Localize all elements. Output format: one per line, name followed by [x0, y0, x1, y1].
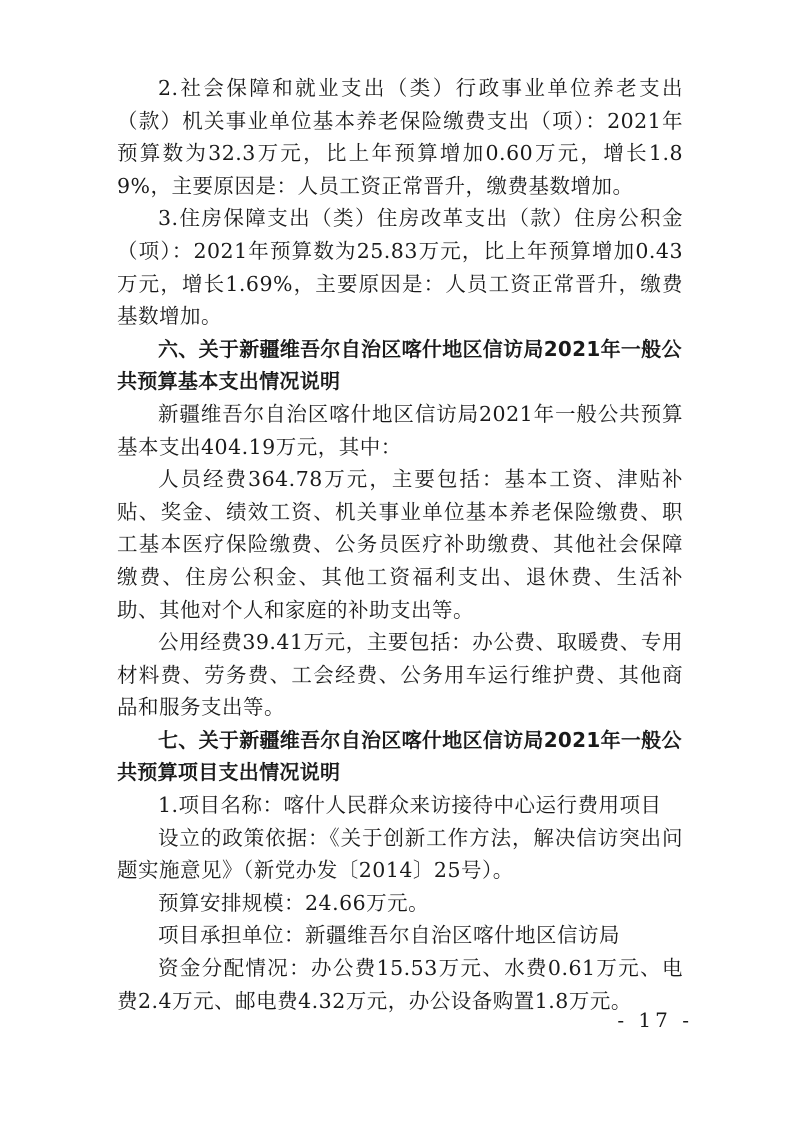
section-heading-seven: 七、关于新疆维吾尔自治区喀什地区信访局2021年一般公共预算项目支出情况说明: [117, 727, 682, 785]
paragraph-policy-basis: 设立的政策依据：《关于创新工作方法，解决信访突出问题实施意见》（新党办发〔2014〕25号）。: [117, 825, 683, 883]
paragraph-budget-scale: 预算安排规模：24.66万元。: [158, 890, 430, 915]
paragraph-project-unit: 项目承担单位：新疆维吾尔自治区喀什地区信访局: [158, 923, 620, 948]
paragraph-social-security: 2.社会保障和就业支出（类）行政事业单位养老支出（款）机关事业单位基本养老保险缴费支出（项）：2021年预算数为32.3万元，比上年预算增加0.60万元，增长1.89%，主要原因是：人员工资正常晋升，缴费基数增加。: [117, 76, 683, 198]
document-body: [117, 72, 683, 1017]
paragraph-basic-expenditure: 新疆维吾尔自治区喀什地区信访局2021年一般公共预算基本支出404.19万元，其中：: [117, 401, 683, 459]
page-number: - 17 -: [617, 1008, 693, 1032]
section-heading-six: 六、关于新疆维吾尔自治区喀什地区信访局2021年一般公共预算基本支出情况说明: [117, 336, 682, 394]
paragraph-housing-fund: 3.住房保障支出（类）住房改革支出（款）住房公积金（项）：2021年预算数为25.83万元，比上年预算增加0.43万元，增长1.69%，主要原因是：人员工资正常晋升，缴费基数增加。: [117, 206, 683, 329]
paragraph-project-name: 1.项目名称：喀什人民群众来访接待中心运行费用项目: [158, 793, 662, 818]
paragraph-public-costs: 公用经费39.41万元，主要包括：办公费、取暖费、专用材料费、劳务费、工会经费、公务用车运行维护费、其他商品和服务支出等。: [117, 630, 683, 720]
paragraph-personnel-costs: 人员经费364.78万元，主要包括：基本工资、津贴补贴、奖金、绩效工资、机关事业单位基本养老保险缴费、职工基本医疗保险缴费、公务员医疗补助缴费、其他社会保障缴费、住房公积金、其他工资福利支出、退休费、生活补助、其他对个人和家庭的补助支出等。: [117, 467, 683, 622]
paragraph-fund-allocation: 资金分配情况：办公费15.53万元、水费0.61万元、电费2.4万元、邮电费4.32万元，办公设备购置1.8万元。: [117, 956, 683, 1013]
